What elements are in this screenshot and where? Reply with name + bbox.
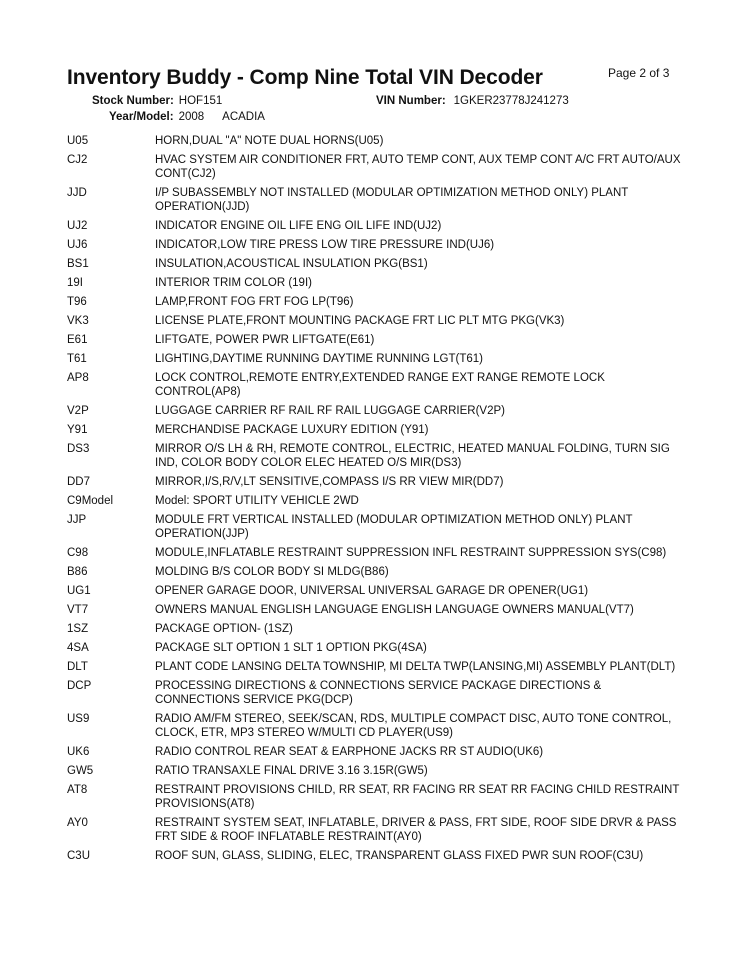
option-row [67,442,687,470]
option-code: VT7 [67,604,89,616]
option-code: UK6 [67,746,90,758]
option-code: C98 [67,547,89,559]
option-code: T96 [67,296,87,308]
option-code-list [67,134,687,868]
vin-number-value: 1GKER23778J241273 [453,95,569,107]
option-code: DLT [67,661,88,673]
option-row [67,352,687,366]
option-row [67,712,687,740]
option-code: AT8 [67,784,88,796]
option-row [67,546,687,560]
option-row [67,186,687,214]
option-description: HORN,DUAL "A" NOTE DUAL HORNS(U05) [155,135,384,147]
option-code: AP8 [67,372,89,384]
vin-number-label: VIN Number: [376,95,446,107]
option-row [67,660,687,674]
option-code: JJP [67,514,87,526]
option-description: LOCK CONTROL,REMOTE ENTRY,EXTENDED RANGE EXT RANGE REMOTE LOCK CONTROL(AP8) [155,372,605,398]
year-value: 2008 [178,111,205,123]
option-description: LUGGAGE CARRIER RF RAIL RF RAIL LUGGAGE CARRIER(V2P) [155,405,505,417]
option-description: ROOF SUN, GLASS, SLIDING, ELEC, TRANSPARENT GLASS FIXED PWR SUN ROOF(C3U) [155,850,644,862]
option-code: UJ2 [67,220,88,232]
option-code: 1SZ [67,623,89,635]
year-model-label: Year/Model: [109,111,174,123]
option-code: V2P [67,405,89,417]
option-row [67,745,687,759]
option-code: GW5 [67,765,94,777]
option-description: INDICATOR,LOW TIRE PRESS LOW TIRE PRESSURE IND(UJ6) [155,239,495,251]
option-code: DCP [67,680,92,692]
vin-number-field [376,95,569,107]
option-description: OWNERS MANUAL ENGLISH LANGUAGE ENGLISH LANGUAGE OWNERS MANUAL(VT7) [155,604,634,616]
option-code: DD7 [67,476,91,488]
option-row [67,641,687,655]
option-description: OPENER GARAGE DOOR, UNIVERSAL UNIVERSAL GARAGE DR OPENER(UG1) [155,585,589,597]
option-code: E61 [67,334,88,346]
option-row [67,849,687,863]
option-description: INSULATION,ACOUSTICAL INSULATION PKG(BS1) [155,258,428,270]
option-description: RATIO TRANSAXLE FINAL DRIVE 3.16 3.15R(GW5) [155,765,428,777]
option-description: LIGHTING,DAYTIME RUNNING DAYTIME RUNNING LGT(T61) [155,353,483,365]
stock-number-field [92,95,222,107]
option-code: C3U [67,850,91,862]
option-row [67,134,687,148]
option-row [67,314,687,328]
option-row [67,219,687,233]
model-value: ACADIA [222,111,265,123]
option-row [67,371,687,399]
option-row [67,238,687,252]
option-row [67,494,687,508]
option-row [67,622,687,636]
document-title: Inventory Buddy - Comp Nine Total VIN Decoder [67,66,543,89]
option-row [67,257,687,271]
option-code: BS1 [67,258,89,270]
option-code: 19I [67,277,83,289]
option-description: RESTRAINT PROVISIONS CHILD, RR SEAT, RR FACING RR SEAT RR FACING CHILD RESTRAINT PROVISIONS(AT8) [155,784,680,810]
option-description: MODULE,INFLATABLE RESTRAINT SUPPRESSION INFL RESTRAINT SUPPRESSION SYS(C98) [155,547,667,559]
option-code: CJ2 [67,154,88,166]
option-code: VK3 [67,315,89,327]
option-description: LIFTGATE, POWER PWR LIFTGATE(E61) [155,334,375,346]
option-description: MOLDING B/S COLOR BODY SI MLDG(B86) [155,566,389,578]
option-code: AY0 [67,817,88,829]
option-description: I/P SUBASSEMBLY NOT INSTALLED (MODULAR OPTIMIZATION METHOD ONLY) PLANT OPERATION(JJD) [155,187,629,213]
option-row [67,513,687,541]
option-description: INDICATOR ENGINE OIL LIFE ENG OIL LIFE IND(UJ2) [155,220,442,232]
option-code: B86 [67,566,88,578]
option-description: LAMP,FRONT FOG FRT FOG LP(T96) [155,296,354,308]
option-row [67,404,687,418]
option-row [67,295,687,309]
option-row [67,565,687,579]
option-row [67,475,687,489]
option-code: US9 [67,713,90,725]
option-description: MIRROR,I/S,R/V,LT SENSITIVE,COMPASS I/S RR VIEW MIR(DD7) [155,476,504,488]
option-description: PACKAGE SLT OPTION 1 SLT 1 OPTION PKG(4SA) [155,642,427,654]
option-description: Model: SPORT UTILITY VEHICLE 2WD [155,495,359,507]
option-row [67,276,687,290]
option-row [67,783,687,811]
option-description: RADIO AM/FM STEREO, SEEK/SCAN, RDS, MULTIPLE COMPACT DISC, AUTO TONE CONTROL, CLOCK, ETR, MP3 STEREO W/MULTI CD PLAYER(US9) [155,713,672,739]
option-description: LICENSE PLATE,FRONT MOUNTING PACKAGE FRT LIC PLT MTG PKG(VK3) [155,315,565,327]
option-row [67,679,687,707]
option-row [67,333,687,347]
option-row [67,764,687,778]
option-description: PLANT CODE LANSING DELTA TOWNSHIP, MI DELTA TWP(LANSING,MI) ASSEMBLY PLANT(DLT) [155,661,676,673]
option-description: PACKAGE OPTION- (1SZ) [155,623,293,635]
option-code: U05 [67,135,89,147]
option-row [67,816,687,844]
stock-number-value: HOF151 [178,95,223,107]
option-description: INTERIOR TRIM COLOR (19I) [155,277,312,289]
option-code: 4SA [67,642,89,654]
option-description: MIRROR O/S LH & RH, REMOTE CONTROL, ELECTRIC, HEATED MANUAL FOLDING, TURN SIG IND, COLOR BODY COLOR ELEC HEATED O/S MIR(DS3) [155,443,670,469]
option-row [67,603,687,617]
year-model-field [109,111,265,123]
option-description: RADIO CONTROL REAR SEAT & EARPHONE JACKS RR ST AUDIO(UK6) [155,746,544,758]
option-code: JJD [67,187,87,199]
page-number: Page 2 of 3 [608,66,670,80]
option-description: MERCHANDISE PACKAGE LUXURY EDITION (Y91) [155,424,429,436]
option-code: Y91 [67,424,88,436]
option-row [67,153,687,181]
option-description: HVAC SYSTEM AIR CONDITIONER FRT, AUTO TEMP CONT, AUX TEMP CONT A/C FRT AUTO/AUX CONT(CJ2) [155,154,681,180]
option-code: C9Model [67,495,114,507]
option-description: PROCESSING DIRECTIONS & CONNECTIONS SERVICE PACKAGE DIRECTIONS & CONNECTIONS SERVICE PKG(DCP) [155,680,602,706]
option-description: MODULE FRT VERTICAL INSTALLED (MODULAR OPTIMIZATION METHOD ONLY) PLANT OPERATION(JJP) [155,514,633,540]
option-row [67,423,687,437]
option-code: DS3 [67,443,90,455]
option-code: UG1 [67,585,91,597]
option-description: RESTRAINT SYSTEM SEAT, INFLATABLE, DRIVER & PASS, FRT SIDE, ROOF SIDE DRVR & PASS FRT SIDE & ROOF INFLATABLE RESTRAINT(AY0) [155,817,677,843]
stock-number-label: Stock Number: [92,95,174,107]
option-code: UJ6 [67,239,88,251]
option-row [67,584,687,598]
option-code: T61 [67,353,87,365]
